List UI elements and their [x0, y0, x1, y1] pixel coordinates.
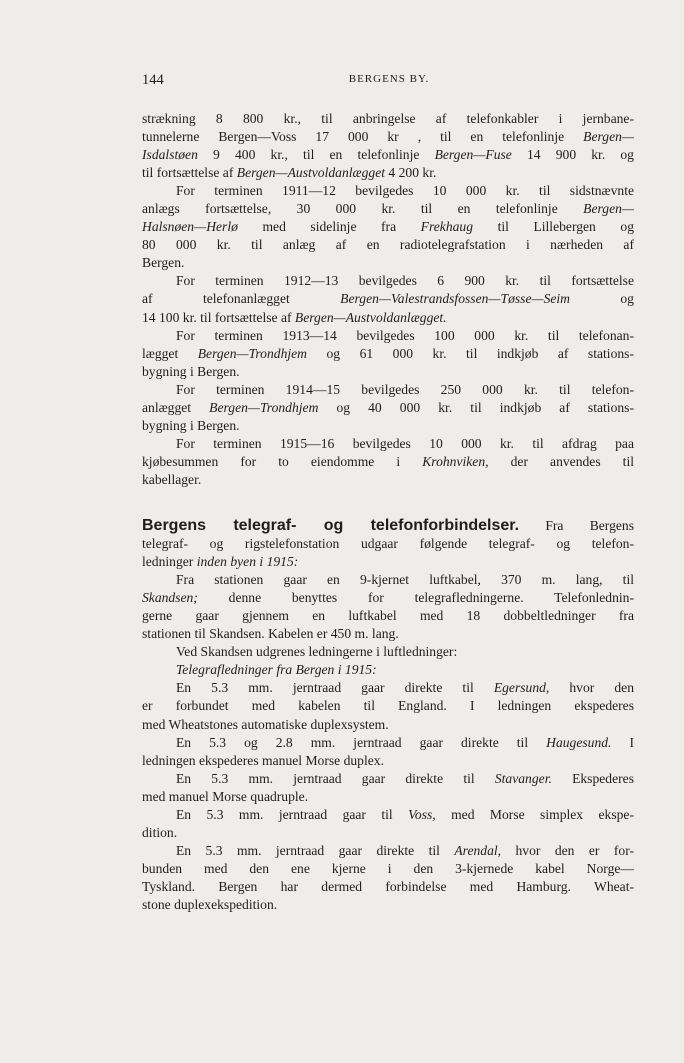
italic-text: Egersund,: [493, 680, 550, 696]
line-text: stationen til Skandsen. Kabelen er 450 m. lang.: [142, 626, 399, 642]
line-text: hvor den: [549, 680, 634, 696]
text-line: [142, 842, 634, 860]
text-line: [142, 697, 634, 715]
italic-text: Telegrafledninger fra Bergen i 1915:: [176, 662, 377, 678]
italic-text: Skandsen;: [142, 590, 198, 606]
line-text: Tyskland. Bergen har dermed forbindelse med Hamburg. Wheat-: [142, 878, 634, 894]
text-line: [142, 824, 634, 842]
line-text: En 5.3 mm. jerntraad gaar direkte til: [176, 770, 495, 786]
italic-text: Arendal,: [454, 842, 502, 858]
line-text: kjøbesummen for to eiendomme i: [142, 453, 423, 469]
italic-text: inden byen i 1915:: [196, 554, 299, 570]
line-text: 4 200 kr.: [385, 165, 437, 181]
text-line: [142, 471, 634, 489]
line-text: med Morse simplex ekspe-: [435, 806, 634, 822]
text-line: [142, 770, 634, 788]
line-text: hvor den er for-: [501, 842, 634, 858]
text-line: [142, 896, 634, 914]
text-line: [142, 110, 634, 128]
text-line: [142, 661, 634, 679]
line-text: I: [611, 734, 634, 750]
text-line: [142, 327, 634, 345]
italic-text: Krohnviken,: [422, 453, 489, 469]
text-line: [142, 309, 634, 327]
line-text: For terminen 1911—12 bevilgedes 10 000 kr. til sidstnævnte: [176, 183, 634, 199]
text-line: [142, 363, 634, 381]
text-line: [142, 435, 634, 453]
text-line: [142, 236, 634, 254]
line-text: anlægget: [142, 399, 210, 415]
line-text: Fra Bergens: [519, 517, 635, 533]
text-line: [142, 878, 634, 896]
line-text: 80 000 kr. til anlæg af en radiotelegrafstation i nærheden af: [142, 237, 634, 253]
italic-text: Bergen—: [583, 201, 634, 217]
text-line: [142, 860, 634, 878]
page-number: 144: [142, 72, 164, 88]
line-text: gerne gaar gjennem en luftkabel med 18 dobbeltledninger fra: [142, 608, 634, 624]
text-line: [142, 453, 634, 471]
text-line: [142, 182, 634, 200]
line-text: kabellager.: [142, 471, 202, 487]
italic-text: Voss,: [408, 806, 436, 822]
line-text: denne benyttes for telegrafledningerne. Telefonlednin-: [197, 590, 634, 606]
text-line: [142, 607, 634, 625]
text-line: [142, 128, 634, 146]
line-text: telegraf- og rigstelefonstation udgaar følgende telegraf- og telefon-: [142, 536, 634, 552]
line-text: For terminen 1914—15 bevilgedes 250 000 kr. til telefon-: [176, 381, 634, 397]
line-text: og 61 000 kr. til indkjøb af stations-: [307, 345, 634, 361]
line-text: dition.: [142, 824, 178, 840]
italic-text: Bergen—Trondhjem: [197, 345, 307, 361]
line-text: med manuel Morse quadruple.: [142, 788, 309, 804]
italic-text: Frekhaug: [420, 219, 474, 235]
text-line: [142, 218, 634, 236]
line-text: En 5.3 mm. jerntraad gaar direkte til: [176, 680, 494, 696]
line-text: 14 900 kr. og: [511, 147, 634, 163]
text-line: [142, 345, 634, 363]
line-text: En 5.3 mm. jerntraad gaar til: [176, 806, 409, 822]
text-line: [142, 399, 634, 417]
text-line: [142, 553, 634, 571]
text-line: [142, 571, 634, 589]
text-line: [142, 200, 634, 218]
text-line: [142, 254, 634, 272]
text-line: [142, 788, 634, 806]
running-title: BERGENS BY.: [348, 73, 430, 85]
line-text: der anvendes til: [488, 453, 635, 469]
text-line: [142, 290, 634, 308]
text-line: [142, 381, 634, 399]
line-text: Ved Skandsen udgrenes ledningerne i luftledninger:: [176, 644, 458, 660]
line-text: bygning i Bergen.: [142, 417, 240, 433]
line-text: er forbundet med kabelen til England. I ledningen ekspederes: [142, 698, 634, 714]
line-text: bunden med den ene kjerne i den 3-kjernede kabel Norge—: [142, 860, 634, 876]
line-text: ledningen ekspederes manuel Morse duplex.: [142, 752, 384, 768]
line-text: strækning 8 800 kr., til anbringelse af telefonkabler i jernbane-: [142, 111, 634, 126]
italic-text: Bergen—Austvoldanlægget.: [294, 309, 447, 325]
text-line: [142, 679, 634, 697]
line-text: 9 400 kr., til en telefonlinje: [197, 147, 435, 163]
line-text: For terminen 1913—14 bevilgedes 100 000 kr. til telefonan-: [176, 327, 634, 343]
line-text: bygning i Bergen.: [142, 363, 240, 379]
page-header: [142, 72, 636, 92]
line-text: En 5.3 og 2.8 mm. jerntraad gaar direkte til: [176, 734, 547, 750]
italic-text: Stavanger.: [494, 770, 552, 786]
text-line: [142, 535, 634, 553]
line-text: anlægs fortsættelse, 30 000 kr. til en telefonlinje: [142, 201, 584, 217]
line-text: 14 100 kr. til fortsættelse af: [142, 309, 295, 325]
italic-text: Bergen—Fuse: [434, 147, 512, 163]
line-text: ledninger: [142, 554, 197, 570]
line-text: tunnelerne Bergen—Voss 17 000 kr , til en telefonlinje: [142, 129, 584, 145]
line-text: Fra stationen gaar en 9-kjernet luftkabel, 370 m. lang, til: [176, 572, 634, 588]
line-text: Bergen.: [142, 255, 185, 271]
italic-text: Bergen—Trondhjem: [209, 399, 319, 415]
line-text: For terminen 1915—16 bevilgedes 10 000 kr. til afdrag paa: [176, 435, 634, 451]
italic-text: Bergen—Austvoldanlægget: [236, 165, 386, 181]
section-heading: Bergens telegraf- og telefonforbindelser.: [142, 516, 520, 534]
text-line: [142, 272, 634, 290]
line-text: og 40 000 kr. til indkjøb af stations-: [318, 399, 634, 415]
text-line: [142, 716, 634, 734]
line-text: til fortsættelse af: [142, 165, 237, 181]
text-line: [142, 164, 634, 182]
line-text: til Lillebergen og: [473, 219, 634, 235]
text-line: [142, 625, 634, 643]
line-text: For terminen 1912—13 bevilgedes 6 900 kr. til fortsættelse: [176, 273, 634, 289]
line-text: Ekspederes: [551, 770, 634, 786]
line-text: med sidelinje fra: [237, 219, 421, 235]
text-line: [142, 589, 634, 607]
line-text: af telefonanlægget: [142, 291, 341, 307]
line-text: og: [570, 291, 634, 307]
italic-text: Halsnøen—Herlø: [142, 219, 238, 235]
line-text: stone duplexekspedition.: [142, 896, 278, 912]
text-line: [142, 146, 634, 164]
line-text: lægget: [142, 345, 198, 361]
italic-text: Isdalstøen: [142, 147, 198, 163]
italic-text: Bergen—: [583, 129, 634, 145]
text-line: [142, 806, 634, 824]
text-line: [142, 417, 634, 435]
text-line: [142, 643, 634, 661]
line-text: med Wheatstones automatiske duplexsystem.: [142, 716, 389, 732]
line-text: En 5.3 mm. jerntraad gaar direkte til: [176, 842, 455, 858]
body-text: [142, 110, 634, 914]
italic-text: Bergen—Valestrandsfossen—Tøsse—Seim: [340, 291, 570, 307]
text-line: [142, 752, 634, 770]
italic-text: Haugesund.: [546, 734, 612, 750]
section-gap: [142, 489, 634, 517]
text-line: [142, 734, 634, 752]
text-line: [142, 517, 634, 535]
